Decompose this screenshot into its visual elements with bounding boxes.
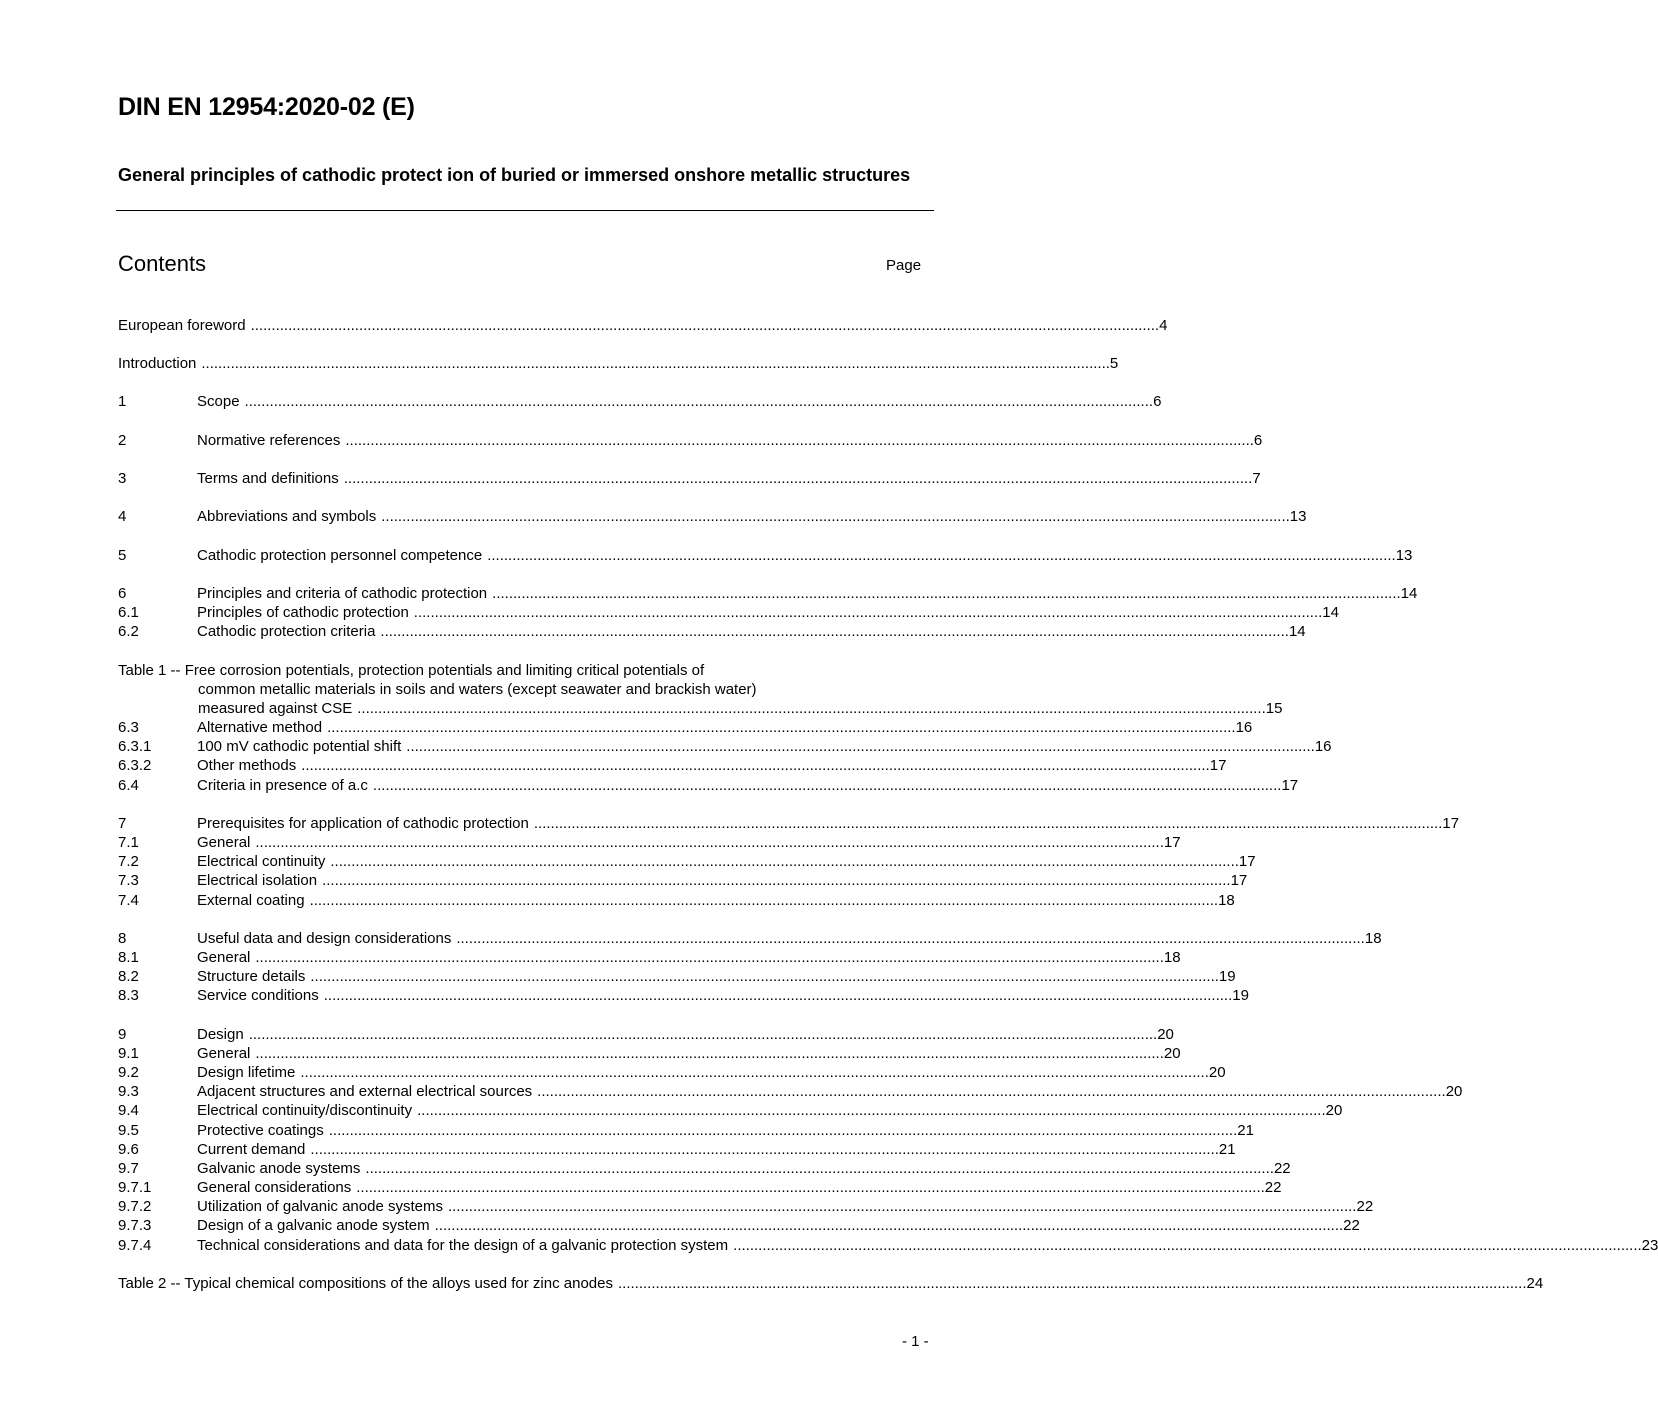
toc-number: 6.3 <box>118 719 139 736</box>
toc-page: 20 <box>1208 1064 1226 1081</box>
toc-leader: .......................................................................................................................................................................................................................... <box>345 432 1254 449</box>
toc-leader: .......................................................................................................................................................................................................................... <box>300 1064 1209 1081</box>
toc-entry[interactable] <box>118 316 1168 335</box>
toc-page: 22 <box>1273 1160 1291 1177</box>
toc-number: 7.2 <box>118 853 139 870</box>
toc-leader: .......................................................................................................................................................................................................................... <box>255 949 1164 966</box>
toc-page: 19 <box>1232 987 1249 1004</box>
document-subtitle: General principles of cathodic protect ion of buried or immersed onshore metallic structures <box>118 165 911 185</box>
toc-entry[interactable] <box>118 737 1332 756</box>
toc-entry[interactable] <box>118 546 1413 565</box>
toc-title: Design <box>197 1026 244 1043</box>
toc-leader: .......................................................................................................................................................................................................................... <box>357 700 1266 717</box>
toc-number: 9.7.3 <box>118 1217 152 1234</box>
toc-title: Useful data and design considerations <box>197 930 452 947</box>
toc-entry[interactable] <box>118 929 1382 948</box>
toc-page: 15 <box>1265 700 1283 717</box>
toc-number: 6 <box>118 585 127 602</box>
toc-page: 17 <box>1163 834 1181 851</box>
toc-entry[interactable] <box>118 1044 1181 1063</box>
toc-page: 20 <box>1157 1026 1174 1043</box>
toc-number: 8.3 <box>118 987 139 1004</box>
toc-entry[interactable] <box>118 354 1119 373</box>
toc-title: Design lifetime <box>197 1064 296 1081</box>
toc-entry[interactable] <box>118 392 1162 411</box>
toc-leader: .......................................................................................................................................................................................................................... <box>343 470 1253 487</box>
toc-number: 7.4 <box>118 892 139 909</box>
toc-number: 6.3.2 <box>118 757 152 774</box>
title-divider <box>116 210 934 211</box>
toc-leader: .......................................................................................................................................................................................................................... <box>381 508 1290 525</box>
toc-title: Cathodic protection personnel competence <box>197 547 483 564</box>
toc-page: 17 <box>1442 815 1460 832</box>
toc-leader: .......................................................................................................................................................................................................................... <box>309 892 1219 909</box>
toc-leader: .......................................................................................................................................................................................................................... <box>372 777 1282 794</box>
toc-page: 21 <box>1218 1141 1236 1158</box>
toc-number: 9.7.2 <box>118 1198 152 1215</box>
toc-entry[interactable] <box>118 967 1236 986</box>
toc-title: Scope <box>197 393 240 410</box>
toc-page: 18 <box>1218 892 1235 909</box>
toc-number: 9.6 <box>118 1141 139 1158</box>
toc-entry[interactable] <box>118 948 1181 967</box>
toc-page: 20 <box>1163 1045 1181 1062</box>
toc-leader: .......................................................................................................................................................................................................................... <box>301 757 1210 774</box>
toc-leader: .......................................................................................................................................................................................................................... <box>533 815 1443 832</box>
toc-leader: .......................................................................................................................................................................................................................... <box>330 853 1239 870</box>
table-1-line-2: common metallic materials in soils and waters (except seawater and brackish water) <box>198 681 757 698</box>
toc-entry[interactable] <box>118 891 1235 910</box>
toc-leader: .......................................................................................................................................................................................................................... <box>201 355 1110 372</box>
toc-number: 9.5 <box>118 1122 139 1139</box>
toc-leader: .......................................................................................................................................................................................................................... <box>365 1160 1274 1177</box>
toc-title: Current demand <box>197 1141 306 1158</box>
toc-entry[interactable] <box>118 1063 1226 1082</box>
toc-title: Introduction <box>118 355 197 372</box>
contents-heading: Contents <box>118 251 207 276</box>
toc-entry[interactable] <box>118 756 1227 775</box>
toc-number: 6.4 <box>118 777 139 794</box>
toc-entry[interactable] <box>118 871 1248 890</box>
toc-number: 9.7.1 <box>118 1179 152 1196</box>
toc-number: 9.2 <box>118 1064 139 1081</box>
toc-page: 13 <box>1289 508 1307 525</box>
page-column-label: Page <box>886 257 922 274</box>
toc-number: 6.1 <box>118 604 139 621</box>
toc-page: 17 <box>1281 777 1299 794</box>
toc-entry-table-2[interactable] <box>118 1274 1544 1293</box>
toc-number: 9.1 <box>118 1045 139 1062</box>
toc-number: 8 <box>118 930 127 947</box>
toc-page: 4 <box>1159 317 1168 334</box>
toc-page: 16 <box>1314 738 1332 755</box>
toc-number: 9.7.4 <box>118 1237 152 1254</box>
toc-leader: .......................................................................................................................................................................................................................... <box>537 1083 1446 1100</box>
toc-entry-table-1[interactable] <box>118 661 1283 718</box>
toc-title: Other methods <box>197 757 297 774</box>
toc-number: 7.3 <box>118 872 139 889</box>
toc-leader: .......................................................................................................................................................................................................................... <box>447 1198 1357 1215</box>
toc-entry[interactable] <box>118 1178 1282 1197</box>
toc-title: 100 mV cathodic potential shift <box>197 738 402 755</box>
toc-entry[interactable] <box>118 431 1263 450</box>
toc-entry[interactable] <box>118 1216 1360 1235</box>
toc-entry[interactable] <box>118 718 1253 737</box>
toc-number: 2 <box>118 432 127 449</box>
toc-page: 14 <box>1400 585 1418 602</box>
toc-title: General considerations <box>197 1179 352 1196</box>
toc-entry[interactable] <box>118 584 1418 603</box>
toc-page: 17 <box>1230 872 1248 889</box>
toc-entry[interactable] <box>118 852 1256 871</box>
toc-entry[interactable] <box>118 622 1306 641</box>
toc-page: 14 <box>1288 623 1306 640</box>
toc-number: 8.1 <box>118 949 139 966</box>
toc-page: 20 <box>1325 1102 1343 1119</box>
toc-leader: .......................................................................................................................................................................................................................... <box>380 623 1289 640</box>
table-1-line-3: measured against CSE <box>198 700 353 717</box>
toc-number: 6.2 <box>118 623 139 640</box>
toc-leader: .......................................................................................................................................................................................................................... <box>255 834 1164 851</box>
toc-page: 17 <box>1238 853 1256 870</box>
toc-entry[interactable] <box>118 1025 1174 1044</box>
toc-leader: .......................................................................................................................................................................................................................... <box>255 1045 1164 1062</box>
toc-entry[interactable] <box>118 986 1249 1005</box>
toc-title: Terms and definitions <box>197 470 339 487</box>
toc-title: Principles of cathodic protection <box>197 604 409 621</box>
toc-page: 7 <box>1252 470 1261 487</box>
toc-entry[interactable] <box>118 1140 1236 1159</box>
toc-leader: .......................................................................................................................................................................................................................... <box>456 930 1365 947</box>
toc-page: 6 <box>1253 432 1263 449</box>
toc-entry[interactable] <box>118 603 1339 622</box>
toc-page: 17 <box>1209 757 1227 774</box>
toc-page: 13 <box>1395 547 1413 564</box>
document-id: DIN EN 12954:2020-02 (E) <box>118 93 415 121</box>
toc-page: 16 <box>1235 719 1253 736</box>
toc-entry[interactable] <box>118 1159 1291 1178</box>
toc-leader: .......................................................................................................................................................................................................................... <box>406 738 1315 755</box>
toc-leader: .......................................................................................................................................................................................................................... <box>327 719 1236 736</box>
toc-title: Principles and criteria of cathodic protection <box>197 585 488 602</box>
toc-leader: .......................................................................................................................................................................................................................... <box>487 547 1396 564</box>
table-1-line-1: Table 1 -- Free corrosion potentials, protection potentials and limiting critical potentials of <box>118 662 705 679</box>
toc-title: Prerequisites for application of cathodic protection <box>197 815 529 832</box>
toc-page: 22 <box>1264 1179 1282 1196</box>
toc-title: Galvanic anode systems <box>197 1160 361 1177</box>
toc-title: Electrical isolation <box>197 872 318 889</box>
toc-page: 20 <box>1445 1083 1463 1100</box>
toc-page: 18 <box>1364 930 1382 947</box>
toc-title: Protective coatings <box>197 1122 324 1139</box>
toc-number: 8.2 <box>118 968 139 985</box>
toc-title: Service conditions <box>197 987 319 1004</box>
toc-leader: .......................................................................................................................................................................................................................... <box>244 393 1154 410</box>
toc-title: Electrical continuity/discontinuity <box>197 1102 413 1119</box>
toc-page: 23 <box>1641 1237 1658 1254</box>
toc-leader: .......................................................................................................................................................................................................................... <box>434 1217 1344 1234</box>
toc-entry[interactable] <box>118 1121 1254 1140</box>
toc-page: 24 <box>1526 1275 1544 1292</box>
toc-number: 9.4 <box>118 1102 139 1119</box>
toc-title: General <box>197 949 251 966</box>
toc-number: 9.7 <box>118 1160 139 1177</box>
toc-leader: .......................................................................................................................................................................................................................... <box>733 1237 1642 1254</box>
toc-leader: .......................................................................................................................................................................................................................... <box>248 1026 1158 1043</box>
toc-page: 22 <box>1343 1217 1360 1234</box>
toc-leader: .......................................................................................................................................................................................................................... <box>322 872 1231 889</box>
toc-entry[interactable] <box>118 507 1307 526</box>
toc-number: 9 <box>118 1026 127 1043</box>
toc-title: Abbreviations and symbols <box>197 508 377 525</box>
toc-leader: .......................................................................................................................................................................................................................... <box>323 987 1233 1004</box>
toc-leader: .......................................................................................................................................................................................................................... <box>492 585 1401 602</box>
toc-page: 5 <box>1109 355 1119 372</box>
toc-page: 14 <box>1322 604 1339 621</box>
toc-title: Structure details <box>197 968 306 985</box>
toc-page: 22 <box>1356 1198 1374 1215</box>
toc-page: 21 <box>1237 1122 1254 1139</box>
toc-number: 7.1 <box>118 834 139 851</box>
toc-leader: .......................................................................................................................................................................................................................... <box>310 968 1219 985</box>
toc-title: Table 2 -- Typical chemical compositions of the alloys used for zinc anodes <box>118 1275 613 1292</box>
toc-title: General <box>197 1045 251 1062</box>
toc-leader: .......................................................................................................................................................................................................................... <box>413 604 1323 621</box>
toc-title: European foreword <box>118 317 246 334</box>
toc-number: 3 <box>118 470 127 487</box>
toc-entry[interactable] <box>118 833 1181 852</box>
toc-title: General <box>197 834 251 851</box>
toc-title: Technical considerations and data for the design of a galvanic protection system <box>197 1237 729 1254</box>
toc-page: 19 <box>1218 968 1236 985</box>
toc-entry[interactable] <box>118 814 1460 833</box>
page-number: - 1 - <box>902 1333 929 1350</box>
toc-entry[interactable] <box>118 1197 1374 1216</box>
toc-entry[interactable] <box>118 776 1299 795</box>
toc-title: Utilization of galvanic anode systems <box>197 1198 443 1215</box>
toc-title: Normative references <box>197 432 341 449</box>
toc-leader: .......................................................................................................................................................................................................................... <box>356 1179 1265 1196</box>
toc-number: 9.3 <box>118 1083 139 1100</box>
toc-title: Cathodic protection criteria <box>197 623 376 640</box>
toc-leader: .......................................................................................................................................................................................................................... <box>310 1141 1219 1158</box>
toc-leader: .......................................................................................................................................................................................................................... <box>617 1275 1527 1292</box>
toc-number: 6.3.1 <box>118 738 152 755</box>
toc-title: Adjacent structures and external electrical sources <box>197 1083 533 1100</box>
toc-entry[interactable] <box>118 1236 1658 1255</box>
toc-leader: .......................................................................................................................................................................................................................... <box>250 317 1160 334</box>
toc-leader: .......................................................................................................................................................................................................................... <box>417 1102 1326 1119</box>
toc-number: 7 <box>118 815 127 832</box>
toc-title: Design of a galvanic anode system <box>197 1217 430 1234</box>
toc-title: Electrical continuity <box>197 853 326 870</box>
toc-entry[interactable] <box>118 1101 1343 1120</box>
toc-entry[interactable] <box>118 1082 1463 1101</box>
toc-number: 5 <box>118 547 127 564</box>
toc-page: 6 <box>1153 393 1162 410</box>
toc-title: External coating <box>197 892 305 909</box>
toc-title: Criteria in presence of a.c <box>197 777 368 794</box>
toc-entry[interactable] <box>118 469 1261 488</box>
toc-page: 18 <box>1163 949 1181 966</box>
toc-leader: .......................................................................................................................................................................................................................... <box>328 1122 1238 1139</box>
toc-number: 1 <box>118 393 127 410</box>
toc-number: 4 <box>118 508 127 525</box>
toc-title: Alternative method <box>197 719 323 736</box>
